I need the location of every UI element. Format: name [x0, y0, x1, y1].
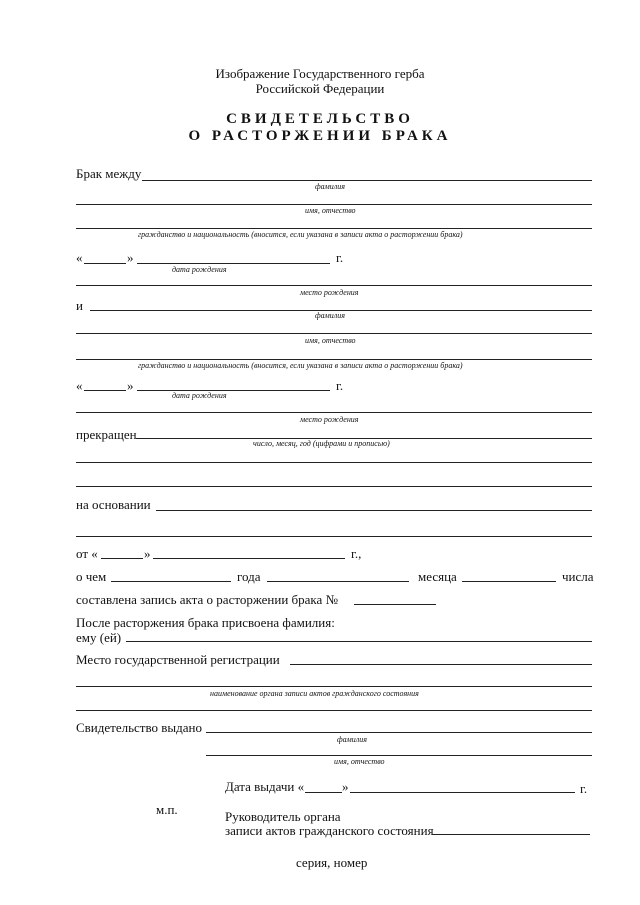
terminated-label: прекращен — [76, 427, 137, 442]
spouse1-birth-monthyear-line[interactable] — [137, 263, 330, 264]
document-title-line1: СВИДЕТЕЛЬСТВО — [226, 111, 414, 127]
month-word: месяца — [418, 569, 457, 584]
surname-assigned-label: После расторжения брака присвоена фамилия: — [76, 615, 335, 630]
spouse2-birthplace-line[interactable] — [76, 412, 592, 413]
termination-date-line-2[interactable] — [76, 462, 592, 463]
head-of-office-line2: записи актов гражданского состояния — [225, 823, 434, 838]
basis-label: на основании — [76, 497, 151, 512]
record-month-line[interactable] — [267, 581, 409, 582]
birth-place-caption: место рождения — [300, 288, 359, 297]
name-patronymic-caption: имя, отчество — [334, 757, 385, 766]
issued-to-surname-line[interactable] — [206, 732, 592, 733]
year-word: года — [237, 569, 261, 584]
act-record-number-line[interactable] — [354, 604, 436, 605]
issued-to-name-line[interactable] — [206, 755, 592, 756]
spouse1-birth-day-line[interactable] — [84, 263, 126, 264]
date-close-quote: » — [127, 378, 134, 393]
name-patronymic-caption: имя, отчество — [305, 336, 356, 345]
surname-caption: фамилия — [337, 735, 367, 744]
from-label: от « — [76, 546, 98, 561]
name-patronymic-caption: имя, отчество — [305, 206, 356, 215]
marriage-between-label: Брак между — [76, 166, 142, 181]
year-suffix: г. — [336, 250, 344, 265]
registration-place-line[interactable] — [290, 664, 592, 665]
basis-line-2[interactable] — [76, 536, 592, 537]
spouse1-birthplace-line[interactable] — [76, 285, 592, 286]
birth-date-caption: дата рождения — [172, 265, 227, 274]
issue-day-line[interactable] — [305, 792, 342, 793]
spouse2-citizenship-line[interactable] — [76, 359, 592, 360]
from-close-quote: » — [144, 546, 151, 561]
basis-line[interactable] — [156, 510, 592, 511]
basis-day-line[interactable] — [101, 558, 143, 559]
spouse2-birth-monthyear-line[interactable] — [137, 390, 330, 391]
year-suffix-comma: г., — [351, 546, 362, 561]
birth-place-caption: место рождения — [300, 415, 359, 424]
birth-date-caption: дата рождения — [172, 391, 227, 400]
issue-monthyear-line[interactable] — [350, 792, 575, 793]
citizenship-caption: гражданство и национальность (вносится, если указана в записи акта о расторжении брака) — [138, 230, 463, 239]
stamp-place-label: м.п. — [156, 802, 178, 817]
document-title-line2: О РАСТОРЖЕНИИ БРАКА — [188, 128, 452, 144]
issue-date-label: Дата выдачи « — [225, 779, 305, 794]
record-day-line[interactable] — [462, 581, 556, 582]
act-record-label: составлена запись акта о расторжении брака № — [76, 592, 338, 607]
surname-caption: фамилия — [315, 311, 345, 320]
spouse1-surname-line[interactable] — [142, 180, 592, 181]
citizenship-caption: гражданство и национальность (вносится, если указана в записи акта о расторжении брака) — [138, 361, 463, 370]
date-close-quote: » — [127, 250, 134, 265]
spouse2-birth-day-line[interactable] — [84, 390, 126, 391]
issued-to-label: Свидетельство выдано — [76, 720, 202, 735]
day-word: числа — [562, 569, 594, 584]
about-which-label: о чем — [76, 569, 107, 584]
registration-place-line-3[interactable] — [76, 710, 592, 711]
head-signature-line[interactable] — [432, 834, 590, 835]
surname-caption: фамилия — [315, 182, 345, 191]
spouse2-name-line[interactable] — [76, 333, 592, 334]
registry-office-caption: наименование органа записи актов гражданского состояния — [210, 689, 419, 698]
registration-place-label: Место государственной регистрации — [76, 652, 280, 667]
and-label: и — [76, 298, 83, 313]
assigned-surname-line[interactable] — [126, 641, 592, 642]
issue-date-close-quote: » — [342, 779, 349, 794]
date-open-quote: « — [76, 378, 83, 393]
series-number-label: серия, номер — [296, 855, 368, 870]
to-him-her-label: ему (ей) — [76, 630, 122, 645]
termination-date-caption: число, месяц, год (цифрами и прописью) — [253, 439, 390, 448]
year-suffix: г. — [580, 781, 588, 796]
spouse1-name-line[interactable] — [76, 204, 592, 205]
spouse1-citizenship-line[interactable] — [76, 228, 592, 229]
record-year-line[interactable] — [111, 581, 231, 582]
termination-date-line-3[interactable] — [76, 486, 592, 487]
basis-monthyear-line[interactable] — [153, 558, 345, 559]
emblem-caption-line2: Российской Федерации — [255, 81, 385, 96]
registration-place-line-2[interactable] — [76, 686, 592, 687]
date-open-quote: « — [76, 250, 83, 265]
emblem-caption-line1: Изображение Государственного герба — [215, 66, 425, 81]
head-of-office-line1: Руководитель органа — [225, 809, 341, 824]
year-suffix: г. — [336, 378, 344, 393]
